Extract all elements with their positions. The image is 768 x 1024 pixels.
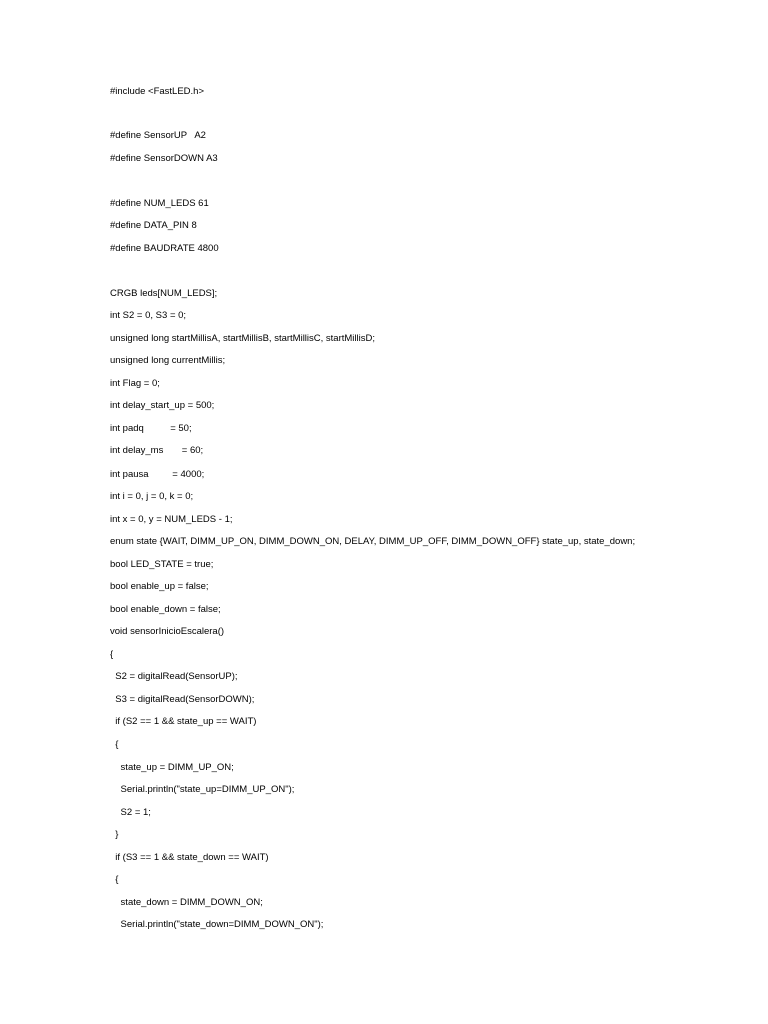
code-line: S2 = digitalRead(SensorUP); xyxy=(110,671,238,682)
code-line: #define SensorUP A2 xyxy=(110,130,206,141)
code-line: if (S3 == 1 && state_down == WAIT) xyxy=(110,852,269,863)
code-line: S2 = 1; xyxy=(110,807,151,818)
code-line: int padq = 50; xyxy=(110,423,192,434)
code-line: int i = 0, j = 0, k = 0; xyxy=(110,491,194,502)
code-line: if (S2 == 1 && state_up == WAIT) xyxy=(110,716,257,727)
code-line: Serial.println("state_down=DIMM_DOWN_ON"); xyxy=(110,919,324,930)
code-line: void sensorInicioEscalera() xyxy=(110,626,225,637)
code-line: #include <FastLED.h> xyxy=(110,86,205,97)
code-line: { xyxy=(110,739,119,750)
code-line: int S2 = 0, S3 = 0; xyxy=(110,310,187,321)
code-line: #define BAUDRATE 4800 xyxy=(110,243,219,254)
code-line: #define NUM_LEDS 61 xyxy=(110,198,209,209)
code-line: unsigned long startMillisA, startMillisB, startMillisC, startMillisD; xyxy=(110,333,375,344)
code-line: } xyxy=(110,829,119,840)
code-line: state_down = DIMM_DOWN_ON; xyxy=(110,897,263,908)
code-line: bool enable_down = false; xyxy=(110,604,221,615)
code-line: int delay_start_up = 500; xyxy=(110,400,215,411)
code-line: #define SensorDOWN A3 xyxy=(110,153,218,164)
code-line: int pausa = 4000; xyxy=(110,469,205,480)
code-line: S3 = digitalRead(SensorDOWN); xyxy=(110,694,255,705)
code-line: unsigned long currentMillis; xyxy=(110,355,226,366)
code-line: { xyxy=(110,649,114,660)
code-line: bool LED_STATE = true; xyxy=(110,559,214,570)
code-line: state_up = DIMM_UP_ON; xyxy=(110,762,234,773)
code-line: enum state {WAIT, DIMM_UP_ON, DIMM_DOWN_ON, DELAY, DIMM_UP_OFF, DIMM_DOWN_OFF} state_up, state_down; xyxy=(110,536,636,547)
code-line: { xyxy=(110,874,119,885)
code-line: int delay_ms = 60; xyxy=(110,445,204,456)
code-line: bool enable_up = false; xyxy=(110,581,209,592)
code-line: Serial.println("state_up=DIMM_UP_ON"); xyxy=(110,784,295,795)
code-line: #define DATA_PIN 8 xyxy=(110,220,197,231)
code-line: CRGB leds[NUM_LEDS]; xyxy=(110,288,218,299)
code-line: int Flag = 0; xyxy=(110,378,160,389)
code-line: int x = 0, y = NUM_LEDS - 1; xyxy=(110,514,233,525)
